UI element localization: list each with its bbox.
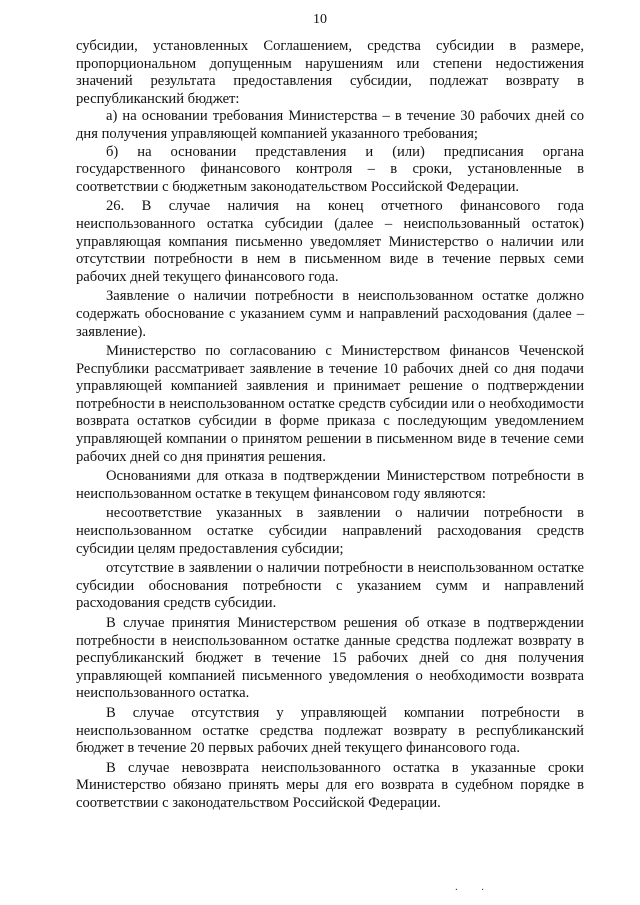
paragraph-no-need-return: В случае отсутствия у управляющей компании потребности в неиспользованном остатке средства подлежат возврату в республиканский бюджет в течение 20 первых рабочих дней текущего финансового года.: [76, 704, 584, 757]
scan-mark: . .: [455, 881, 490, 893]
paragraph-application-content: Заявление о наличии потребности в неиспользованном остатке должно содержать обоснование с указанием сумм и направлений расходования (далее – заявление).: [76, 288, 584, 340]
paragraph-item-a: а) на основании требования Министерства – в течение 30 рабочих дней со дня получения управляющей компанией указанного требования;: [76, 108, 584, 142]
paragraph-subsidy-return: субсидии, установленных Соглашением, средства субсидии в размере, пропорциональном допущенным нарушениям или степени недостижения значений результата предоставления субсидии, подлежат возврату в республиканский бюджет:: [76, 38, 584, 107]
paragraph-ministry-review: Министерство по согласованию с Министерством финансов Чеченской Республики рассматривает заявление в течение 10 рабочих дней со дня подачи управляющей компанией заявления и принимает решение о подтверждении потребности в неиспользованном остатке средств субсидии или о необходимости возврата остатков субсидии в форме приказа с последующим уведомлением управляющей компании о принятом решении в письменном виде в течение семи рабочих дней со дня принятия решения.: [76, 343, 584, 465]
paragraph-ground-missing-justification: отсутствие в заявлении о наличии потребности в неиспользованном остатке субсидии обоснования потребности с указанием сумм и направлений расходования средств субсидии.: [76, 560, 584, 612]
paragraph-clause-26: 26. В случае наличия на конец отчетного финансового года неиспользованного остатка субсидии (далее – неиспользованный остаток) управляющая компания письменно уведомляет Министерство о наличии или отсутствии потребности в нем в письменном виде в течение первых семи рабочих дней текущего финансового года.: [76, 198, 584, 285]
document-body: [76, 38, 584, 813]
page-number: 10: [313, 12, 327, 27]
paragraph-ground-mismatch: несоответствие указанных в заявлении о наличии потребности в неиспользованном остатке субсидии направлений расходования средств субсидии целям предоставления субсидии;: [76, 505, 584, 557]
paragraph-refusal-return: В случае принятия Министерством решения об отказе в подтверждении потребности в неиспользованном остатке данные средства подлежат возврату в республиканский бюджет в течение 15 рабочих дней со дня получения управляющей компанией письменного уведомления о необходимости возврата неиспользованного остатка.: [76, 615, 584, 702]
paragraph-court-recovery: В случае невозврата неиспользованного остатка в указанные сроки Министерство обязано принять меры для его возврата в судебном порядке в соответствии с законодательством Российской Федерации.: [76, 759, 584, 811]
paragraph-item-b: б) на основании представления и (или) предписания органа государственного финансового контроля – в сроки, установленные в соответствии с бюджетным законодательством Российской Федерации.: [76, 143, 584, 195]
paragraph-refusal-grounds: Основаниями для отказа в подтверждении Министерством потребности в неиспользованном остатке в текущем финансовом году являются:: [76, 468, 584, 502]
